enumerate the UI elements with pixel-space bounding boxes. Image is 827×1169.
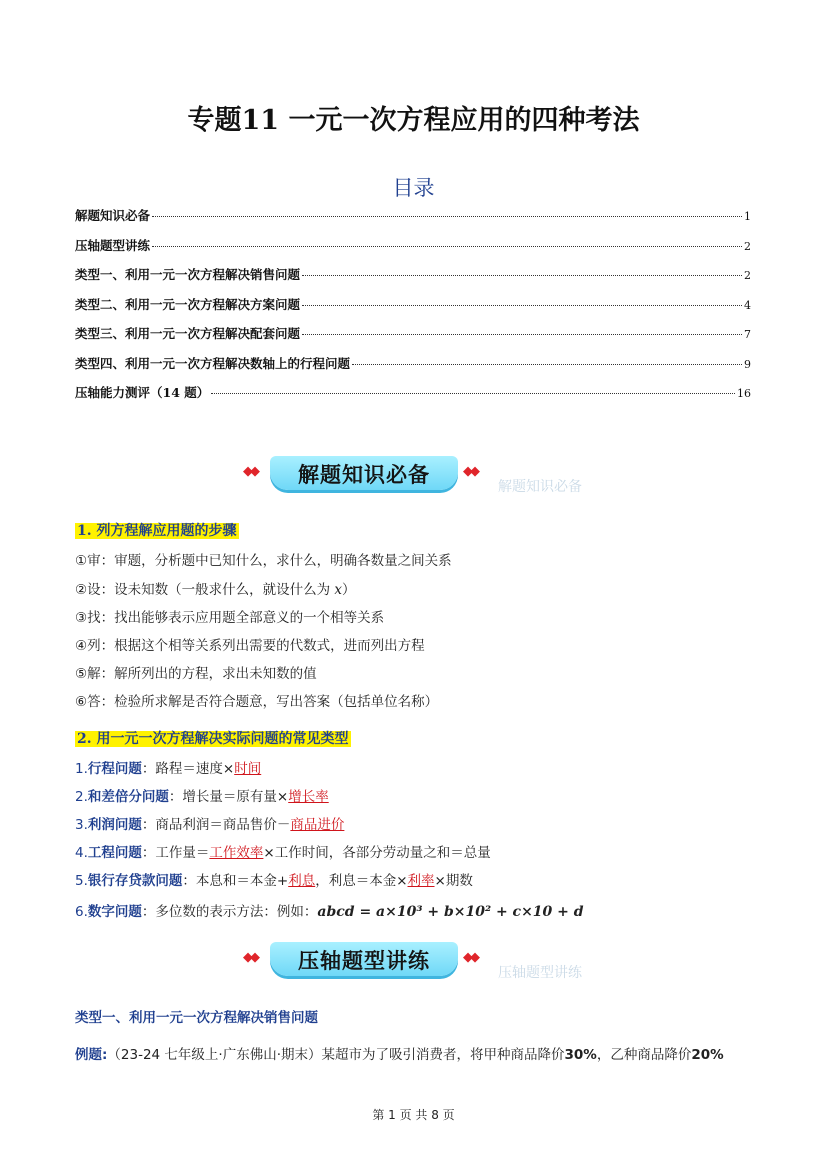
- banner-title: 解题知识必备: [298, 463, 430, 487]
- digit-formula: abcd = a×10³ + b×10² + c×10 + d: [317, 904, 584, 920]
- banner-watermark: 压轴题型讲练: [498, 965, 582, 981]
- example-line: 例题:（23-24 七年级上·广东佛山·期末）某超市为了吸引消费者，将甲种商品降价30%，乙种商品降价20%: [75, 1047, 724, 1063]
- type-one-heading: 类型一、利用一元一次方程解决销售问题: [75, 1010, 318, 1026]
- page-title: 专题11 一元一次方程应用的四种考法: [187, 105, 640, 136]
- toc-item[interactable]: 类型四、利用一元一次方程解决数轴上的行程问题 9: [75, 355, 751, 371]
- section-banner-practice: [0, 940, 827, 980]
- toc-item[interactable]: 压轴能力测评（14 题） 16: [75, 385, 751, 400]
- toc-item[interactable]: 压轴题型讲练 2: [75, 237, 751, 253]
- type-item: 6.数字问题：多位数的表示方法：例如：abcd = a×10³ + b×10² + c×10 + d: [75, 904, 584, 920]
- banner-watermark: 解题知识必备: [498, 479, 582, 495]
- page-footer: 第 1 页 共 8 页: [372, 1108, 455, 1122]
- table-of-contents: [75, 206, 751, 413]
- section-banner-knowledge: [0, 454, 827, 494]
- type-item: 4.工程问题：工作量＝工作效率×工作时间，各部分劳动量之和＝总量: [75, 845, 491, 861]
- step-line: ②设：设未知数（一般求什么，就设什么为 x）: [75, 582, 356, 598]
- type-item: 1.行程问题：路程＝速度×时间: [75, 761, 262, 777]
- toc-heading: 目录: [392, 176, 435, 200]
- section-heading-types: 2. 用一元一次方程解决实际问题的常见类型: [77, 731, 349, 747]
- step-line: ⑤解：解所列出的方程，求出未知数的值: [75, 666, 317, 682]
- step-line: ④列：根据这个相等关系列出需要的代数式，进而列出方程: [75, 638, 425, 654]
- type-item: 3.利润问题：商品利润＝商品售价－商品进价: [75, 817, 345, 833]
- toc-item[interactable]: 类型一、利用一元一次方程解决销售问题 2: [75, 267, 751, 282]
- banner-pill: [270, 456, 458, 490]
- diamond-icon: ◆◆: [243, 464, 257, 479]
- type-item: 2.和差倍分问题：增长量＝原有量×增长率: [75, 789, 329, 805]
- diamond-icon: ◆◆: [463, 464, 477, 479]
- toc-item[interactable]: 类型三、利用一元一次方程解决配套问题 7: [75, 326, 751, 341]
- step-line: ③找：找出能够表示应用题全部意义的一个相等关系: [75, 610, 385, 626]
- type-item: 5.银行存贷款问题：本息和＝本金+利息，利息＝本金×利率×期数: [75, 873, 473, 889]
- step-line: ①审：审题，分析题中已知什么，求什么，明确各数量之间关系: [75, 553, 452, 569]
- diamond-icon: ◆◆: [463, 950, 477, 965]
- diamond-icon: ◆◆: [243, 950, 257, 965]
- toc-item[interactable]: 解题知识必备 1: [75, 208, 751, 223]
- banner-title: 压轴题型讲练: [298, 949, 430, 973]
- toc-item[interactable]: 类型二、利用一元一次方程解决方案问题 4: [75, 296, 751, 312]
- banner-pill: [270, 942, 458, 976]
- step-line: ⑥答：检验所求解是否符合题意，写出答案（包括单位名称）: [75, 694, 439, 710]
- section-heading-steps: 1. 列方程解应用题的步骤: [77, 523, 237, 539]
